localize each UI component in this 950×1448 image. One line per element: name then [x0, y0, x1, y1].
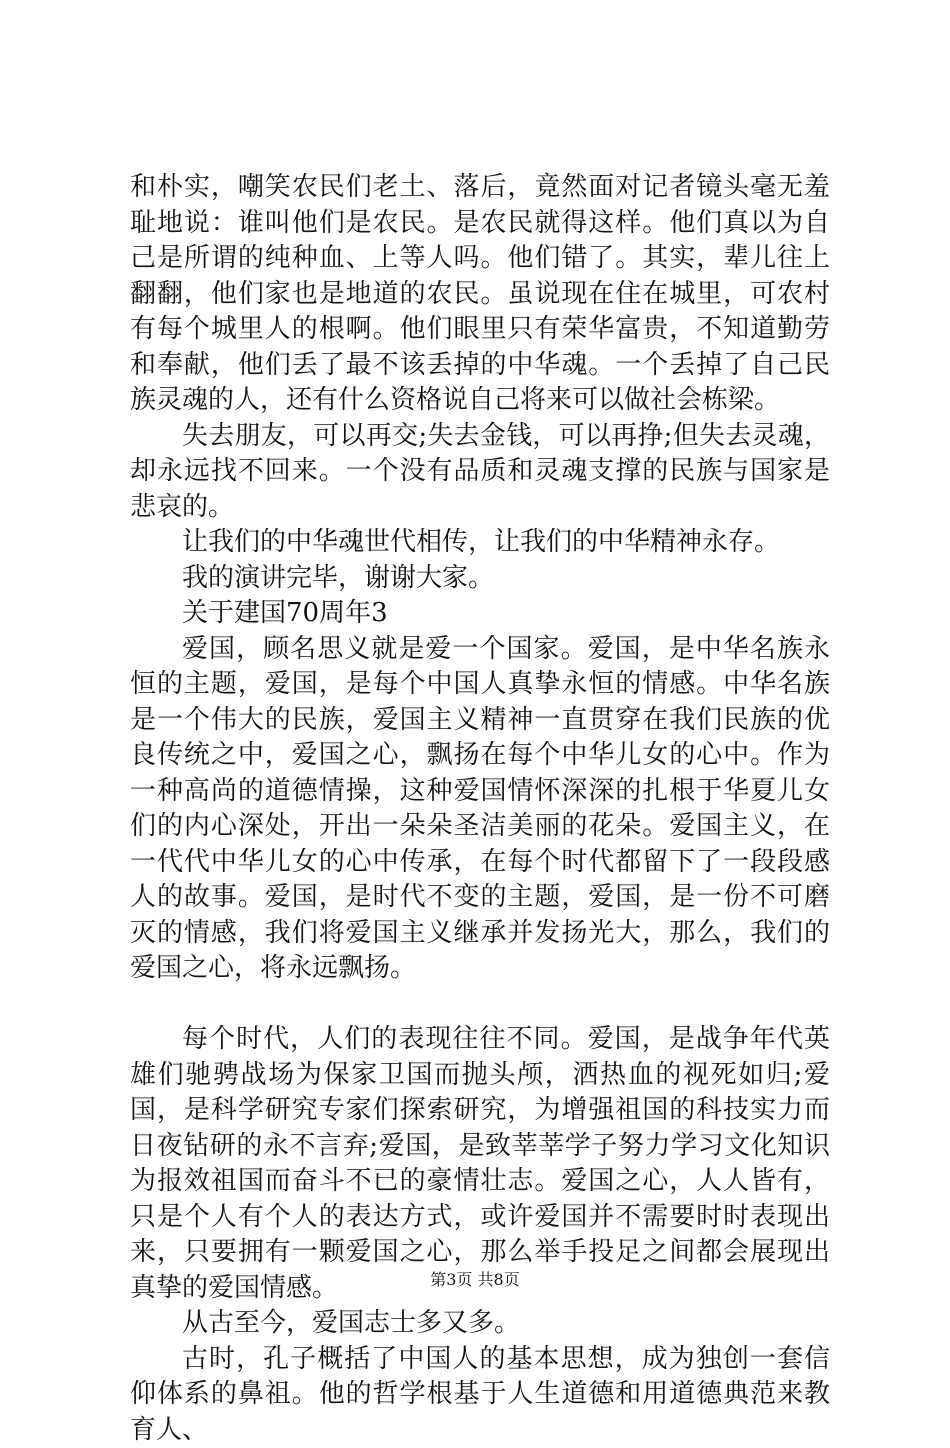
document-body: [130, 170, 830, 1448]
blank-line: [130, 987, 830, 1023]
paragraph-confucius: 古时，孔子概括了中国人的基本思想，成为独创一套信仰体系的鼻祖。他的哲学根基于人生道德和用道德典范来教育人、: [130, 1342, 830, 1448]
section-heading: 关于建国70周年3: [130, 596, 830, 632]
paragraph-closing: 我的演讲完毕，谢谢大家。: [130, 561, 830, 597]
paragraph-each-era: 每个时代，人们的表现往往不同。爱国，是战争年代英雄们驰骋战场为保家卫国而抛头颅，洒热血的视死如归;爱国，是科学研究专家们探索研究，为增强祖国的科技实力而日夜钻研的永不言弃;爱国，是致莘莘学子努力学习文化知识为报效祖国而奋斗不已的豪情壮志。爱国之心，人人皆有，只是个人有个人的表达方式，或许爱国并不需要时时表现出来，只要拥有一颗爱国之心，那么举手投足之间都会展现出真挚的爱国情感。: [130, 1022, 830, 1306]
page-footer: 第3页 共8页: [0, 1270, 950, 1290]
paragraph-patriotism: 爱国，顾名思义就是爱一个国家。爱国，是中华名族永恒的主题，爱国，是每个中国人真挚永恒的情感。中华名族是一个伟大的民族，爱国主义精神一直贯穿在我们民族的优良传统之中，爱国之心，飘扬在每个中华儿女的心中。作为一种高尚的道德情操，这种爱国情怀深深的扎根于华夏儿女们的内心深处，开出一朵朵圣洁美丽的花朵。爱国主义，在一代代中华儿女的心中传承，在每个时代都留下了一段段感人的故事。爱国，是时代不变的主题，爱国，是一份不可磨灭的情感，我们将爱国主义继承并发扬光大，那么，我们的爱国之心，将永远飘扬。: [130, 632, 830, 987]
paragraph-soul: 失去朋友，可以再交;失去金钱，可以再挣;但失去灵魂，却永远找不回来。一个没有品质和灵魂支撑的民族与国家是悲哀的。: [130, 419, 830, 526]
paragraph-pass-on: 让我们的中华魂世代相传，让我们的中华精神永存。: [130, 525, 830, 561]
paragraph-continued: 和朴实，嘲笑农民们老土、落后，竟然面对记者镜头毫无羞耻地说：谁叫他们是农民。是农民就得这样。他们真以为自己是所谓的纯种血、上等人吗。他们错了。其实，辈儿往上翻翻，他们家也是地道的农民。虽说现在住在城里，可农村有每个城里人的根啊。他们眼里只有荣华富贵，不知道勤劳和奉献，他们丢了最不该丢掉的中华魂。一个丢掉了自己民族灵魂的人，还有什么资格说自己将来可以做社会栋梁。: [130, 170, 830, 419]
paragraph-from-ancient: 从古至今，爱国志士多又多。: [130, 1306, 830, 1342]
